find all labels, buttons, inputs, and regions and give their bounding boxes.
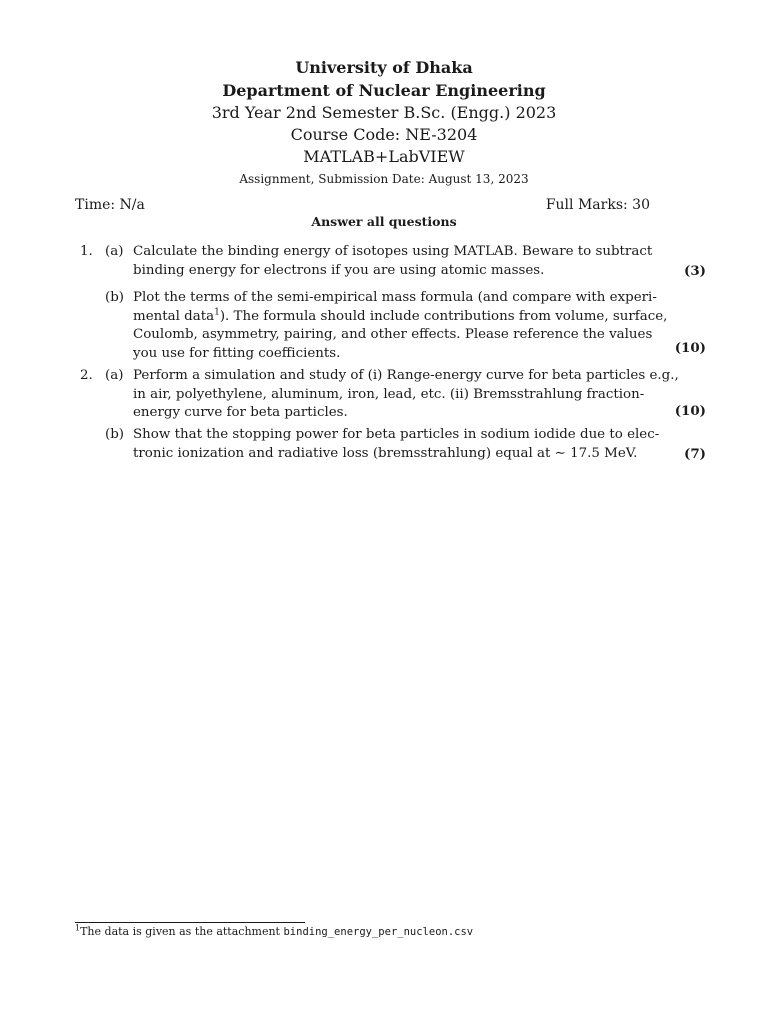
document-header xyxy=(0,56,768,189)
question-2a xyxy=(0,367,768,425)
footnote-ref: 1 xyxy=(214,307,220,318)
text-fragment: mental data xyxy=(133,308,215,324)
footnote-mark: 1 xyxy=(75,923,81,933)
question-marks: (10) xyxy=(674,339,706,356)
time-allowed: Time: N/a xyxy=(75,197,145,213)
full-marks: Full Marks: 30 xyxy=(545,197,650,213)
question-text xyxy=(133,367,679,423)
text-line: Coulomb, asymmetry, pairing, and other effects. Please reference the values xyxy=(133,327,653,342)
question-1b xyxy=(0,289,768,365)
part-label: (a) xyxy=(105,244,124,259)
question-marks: (3) xyxy=(684,262,706,279)
question-2b xyxy=(0,426,768,466)
footnote-divider xyxy=(75,922,305,923)
question-marks: (10) xyxy=(674,403,706,419)
text-line xyxy=(133,307,668,327)
text-line: binding energy for electrons if you are using atomic masses. xyxy=(133,262,545,278)
question-text xyxy=(133,243,653,280)
question-number: 1. xyxy=(80,244,93,259)
text-line: tronic ionization and radiative loss (bremsstrahlung) equal at ∼ 17.5 MeV. xyxy=(133,445,638,461)
question-text xyxy=(133,289,668,363)
course-subject: MATLAB+LabVIEW xyxy=(303,147,465,166)
assignment-submission-date: Assignment, Submission Date: August 13, 2023 xyxy=(239,172,529,186)
part-label: (b) xyxy=(105,427,125,442)
instruction: Answer all questions xyxy=(311,214,457,229)
footnote-text: The data is given as the attachment xyxy=(80,925,284,938)
text-line: Perform a simulation and study of (i) Range-energy curve for beta particles e.g., xyxy=(133,368,679,383)
footnote-filename: binding_energy_per_nucleon.csv xyxy=(283,926,474,938)
question-number: 2. xyxy=(80,368,93,383)
text-line: energy curve for beta particles. xyxy=(133,405,348,420)
text-line: Show that the stopping power for beta particles in sodium iodide due to elec- xyxy=(133,427,660,442)
text-line: Plot the terms of the semi-empirical mass formula (and compare with experi- xyxy=(133,290,657,305)
course-code: Course Code: NE-3204 xyxy=(290,125,478,144)
footnote xyxy=(75,925,473,938)
year-semester: 3rd Year 2nd Semester B.Sc. (Engg.) 2023 xyxy=(211,103,557,122)
part-label: (a) xyxy=(105,368,124,383)
question-1a xyxy=(0,243,768,283)
text-fragment: ). The formula should include contributions from volume, surface, xyxy=(219,308,668,324)
university-name: University of Dhaka xyxy=(295,58,473,77)
question-marks: (7) xyxy=(684,445,706,462)
text-line: Calculate the binding energy of isotopes using MATLAB. Beware to subtract xyxy=(133,244,653,259)
text-line: in air, polyethylene, aluminum, iron, lead, etc. (ii) Bremsstrahlung fraction- xyxy=(133,386,645,402)
part-label: (b) xyxy=(105,290,125,305)
text-line: you use for fitting coefficients. xyxy=(133,345,341,361)
department-name: Department of Nuclear Engineering xyxy=(222,81,546,100)
question-text xyxy=(133,426,660,463)
